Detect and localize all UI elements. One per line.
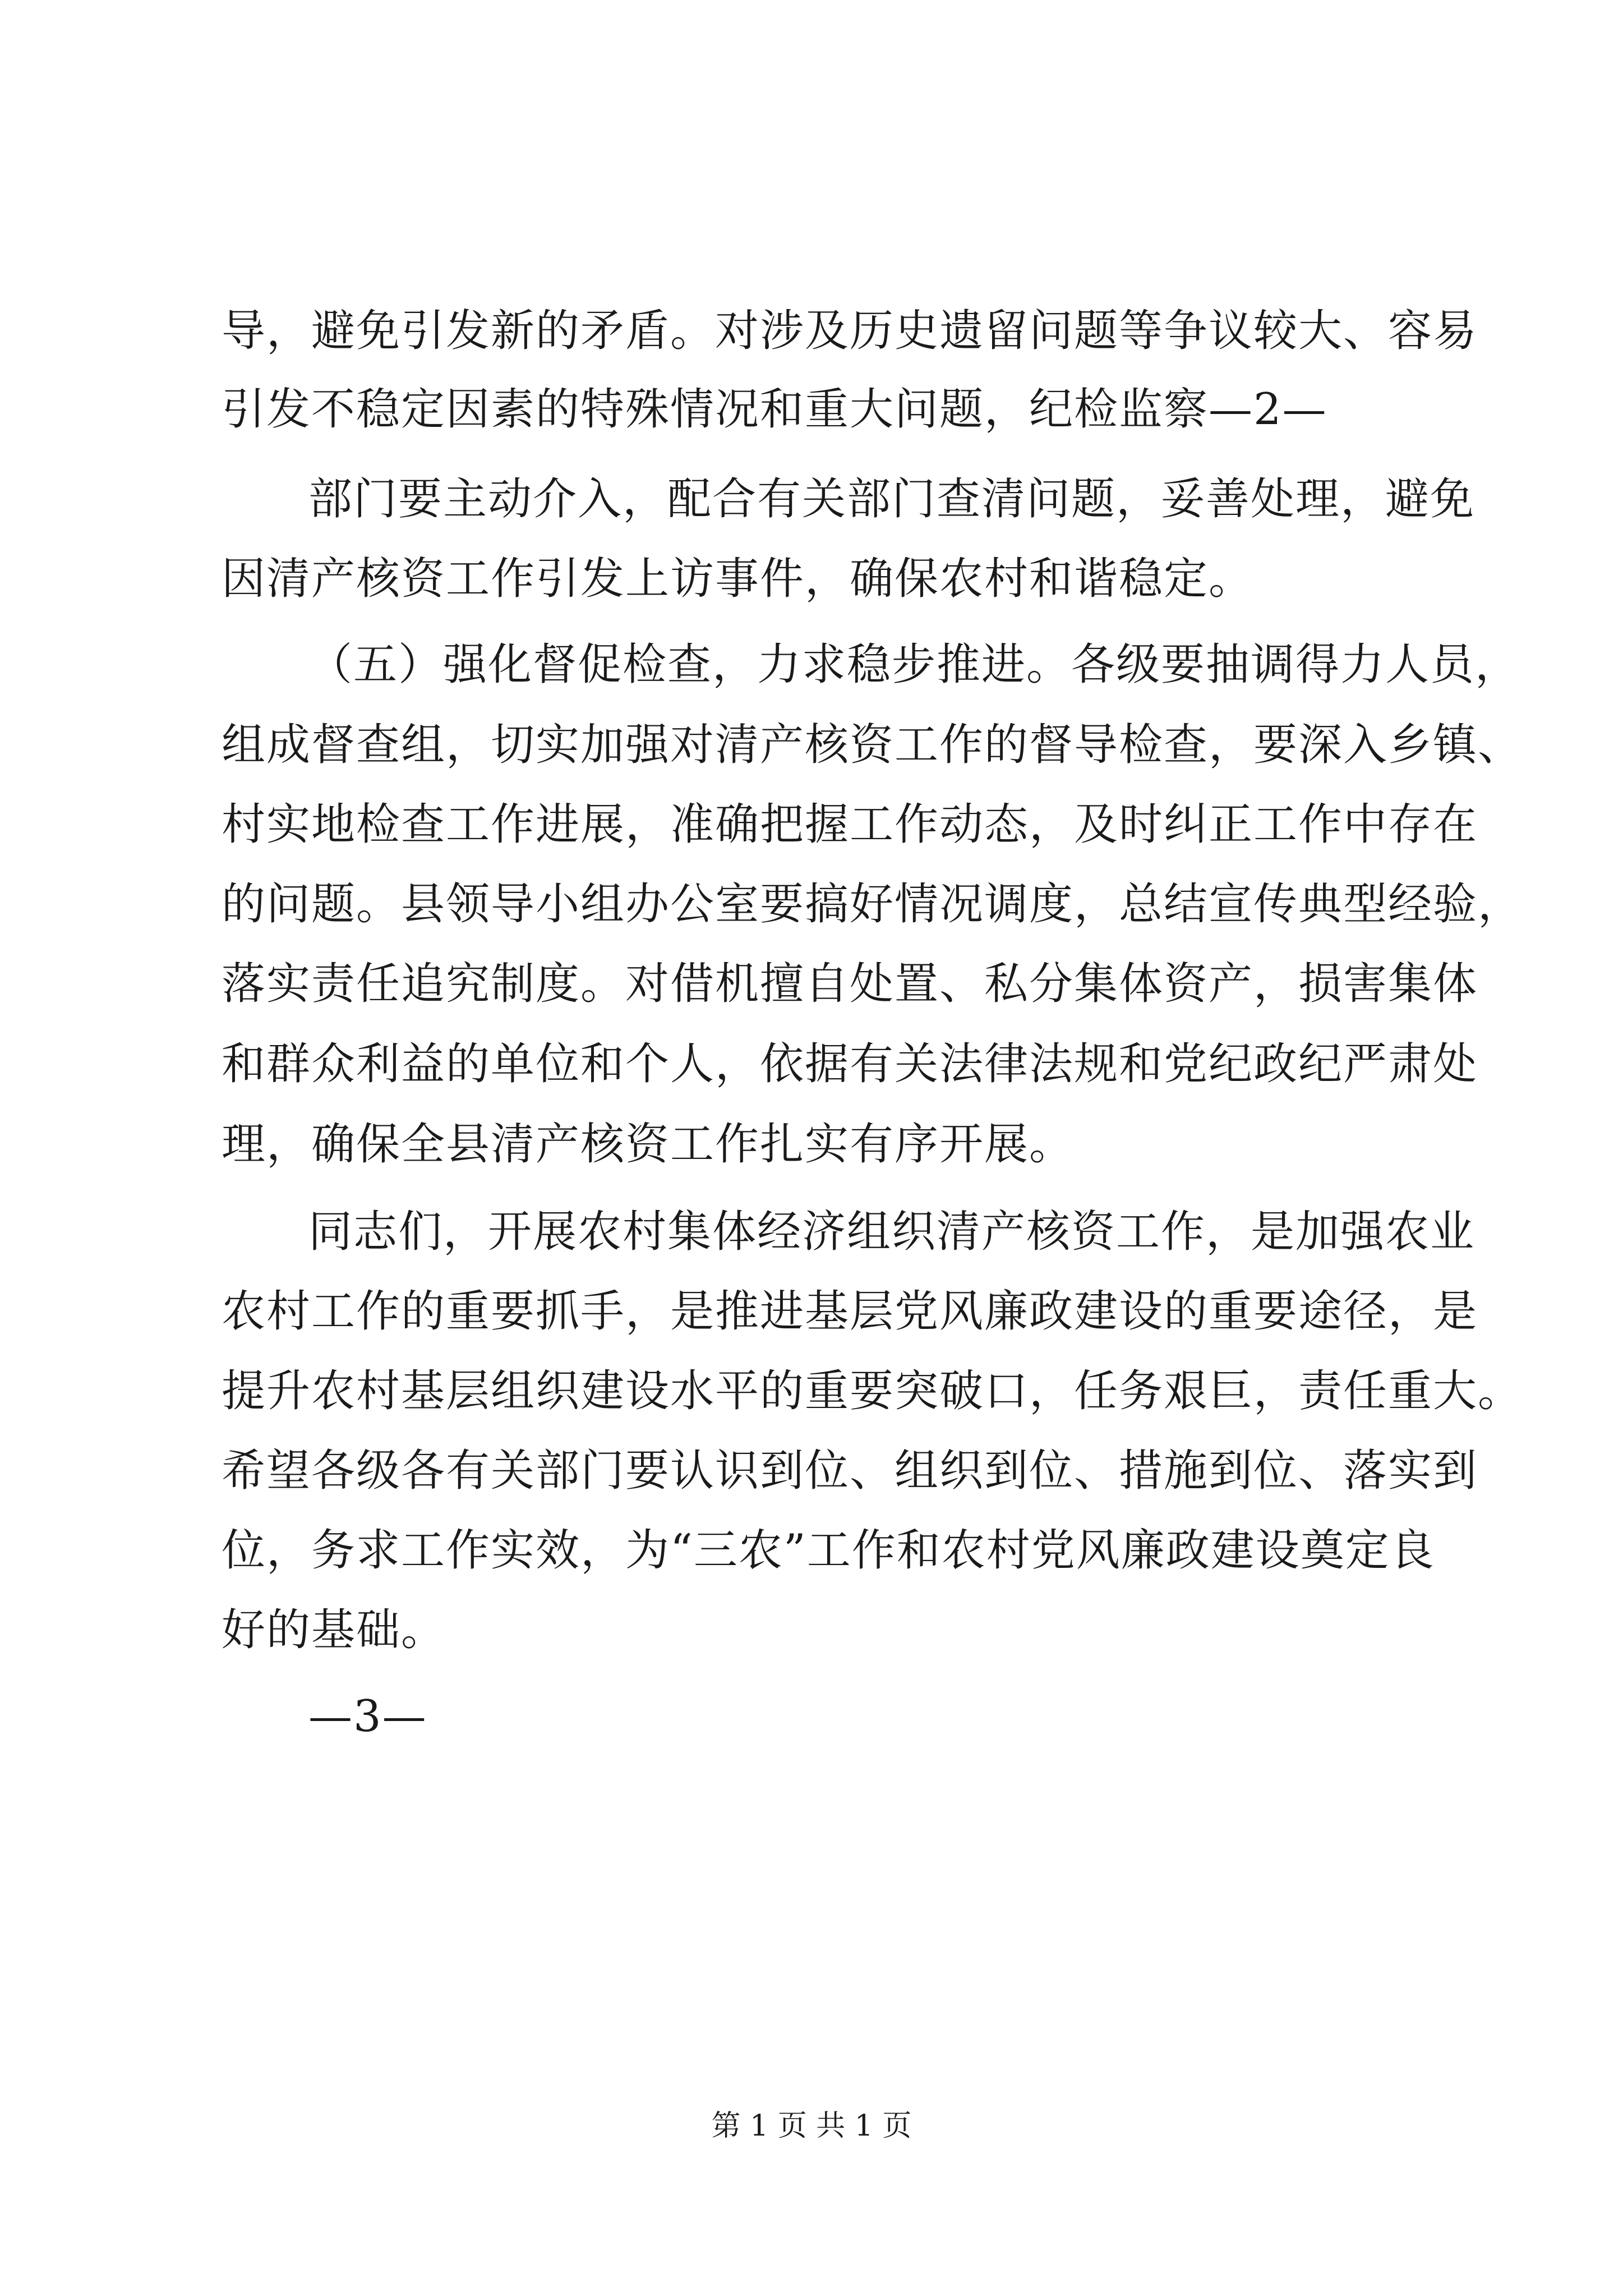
- text-line-8: 的问题。县领导小组办公室要搞好情况调度，总结宣传典型经验，: [222, 879, 1523, 930]
- text-line-5: （五）强化督促检查，力求稳步推进。各级要抽调得力人员，: [308, 639, 1520, 690]
- text-line-6: 组成督查组，切实加强对清产核资工作的督导检查，要深入乡镇、: [222, 720, 1523, 770]
- text-line-1: 导，避免引发新的矛盾。对涉及历史遗留问题等争议较大、容易: [222, 306, 1478, 356]
- page-marker-3: —3—: [308, 1691, 427, 1742]
- text-line-2: 引发不稳定因素的特殊情况和重大问题，纪检监察—2—: [222, 384, 1327, 435]
- text-line-7: 村实地检查工作进展，准确把握工作动态，及时纠正工作中存在: [222, 799, 1478, 850]
- text-line-12: 同志们，开展农村集体经济组织清产核资工作，是加强农业: [308, 1207, 1476, 1257]
- text-line-10: 和群众利益的单位和个人，依据有关法律法规和党纪政纪严肃处: [222, 1039, 1478, 1089]
- text-line-17: 好的基础。: [222, 1605, 446, 1655]
- text-line-15: 希望各级各有关部门要认识到位、组织到位、措施到位、落实到: [222, 1446, 1478, 1496]
- text-line-3: 部门要主动介入，配合有关部门查清问题，妥善处理，避免: [308, 474, 1476, 524]
- text-line-9: 落实责任追究制度。对借机擅自处置、私分集体资产，损害集体: [222, 959, 1478, 1009]
- text-line-13: 农村工作的重要抓手，是推进基层党风廉政建设的重要途径，是: [222, 1286, 1478, 1337]
- page-footer: 第 1 页 共 1 页: [711, 2109, 912, 2143]
- text-line-4: 因清产核资工作引发上访事件，确保农村和谐稳定。: [222, 554, 1254, 604]
- text-line-16: 位，务求工作实效，为“三农”工作和农村党风廉政建设奠定良: [222, 1525, 1435, 1576]
- text-line-11: 理，确保全县清产核资工作扎实有序开展。: [222, 1119, 1075, 1170]
- text-line-14: 提升农村基层组织建设水平的重要突破口，任务艰巨，责任重大。: [222, 1366, 1523, 1416]
